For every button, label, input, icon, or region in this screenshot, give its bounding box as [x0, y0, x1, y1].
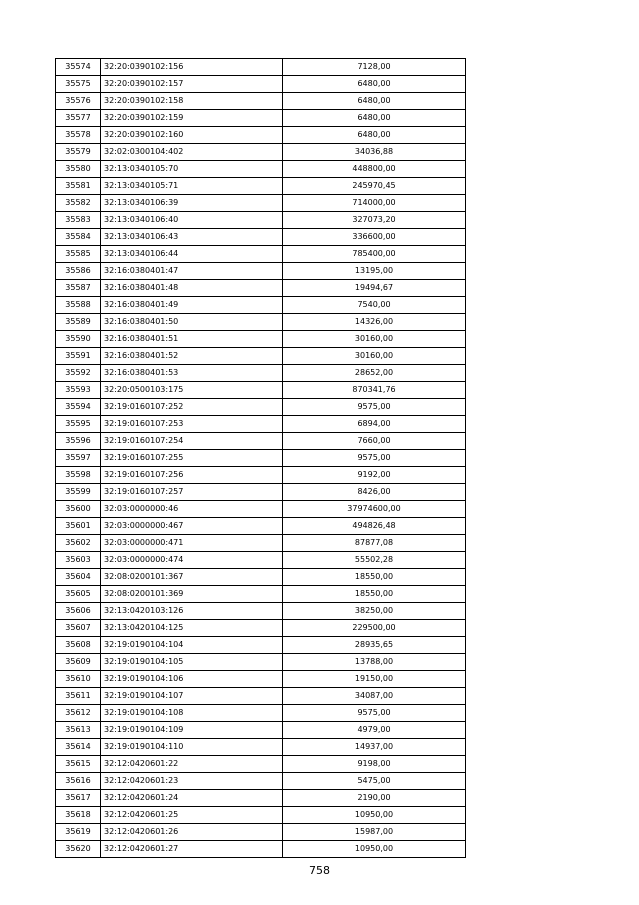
value-cell: 28652,00: [283, 365, 466, 382]
value-cell: 10950,00: [283, 807, 466, 824]
row-number-cell: 35613: [56, 722, 101, 739]
cadastral-number-cell: 32:19:0160107:257: [101, 484, 283, 501]
table-row: [56, 348, 466, 365]
row-number-cell: 35611: [56, 688, 101, 705]
cadastral-number-cell: 32:13:0340106:39: [101, 195, 283, 212]
table-row: [56, 535, 466, 552]
cadastral-number-cell: 32:13:0340105:70: [101, 161, 283, 178]
cadastral-number-cell: 32:13:0340106:40: [101, 212, 283, 229]
table-row: [56, 654, 466, 671]
cadastral-number-cell: 32:19:0160107:252: [101, 399, 283, 416]
row-number-cell: 35589: [56, 314, 101, 331]
row-number-cell: 35577: [56, 110, 101, 127]
table-row: [56, 59, 466, 76]
value-cell: 34036,88: [283, 144, 466, 161]
cadastral-number-cell: 32:12:0420601:26: [101, 824, 283, 841]
cadastral-number-cell: 32:16:0380401:47: [101, 263, 283, 280]
value-cell: 6480,00: [283, 110, 466, 127]
row-number-cell: 35597: [56, 450, 101, 467]
row-number-cell: 35578: [56, 127, 101, 144]
table-row: [56, 246, 466, 263]
cadastral-number-cell: 32:16:0380401:48: [101, 280, 283, 297]
value-cell: 34087,00: [283, 688, 466, 705]
table-row: [56, 705, 466, 722]
table-row: [56, 501, 466, 518]
row-number-cell: 35588: [56, 297, 101, 314]
cadastral-number-cell: 32:02:0300104:402: [101, 144, 283, 161]
row-number-cell: 35595: [56, 416, 101, 433]
row-number-cell: 35591: [56, 348, 101, 365]
row-number-cell: 35607: [56, 620, 101, 637]
cadastral-number-cell: 32:12:0420601:27: [101, 841, 283, 858]
row-number-cell: 35590: [56, 331, 101, 348]
row-number-cell: 35579: [56, 144, 101, 161]
table-row: [56, 263, 466, 280]
cadastral-number-cell: 32:03:0000000:467: [101, 518, 283, 535]
table-body: [56, 59, 466, 858]
row-number-cell: 35602: [56, 535, 101, 552]
value-cell: 18550,00: [283, 569, 466, 586]
cadastral-number-cell: 32:19:0190104:110: [101, 739, 283, 756]
table-row: [56, 365, 466, 382]
table-row: [56, 93, 466, 110]
table-row: [56, 569, 466, 586]
cadastral-number-cell: 32:03:0000000:474: [101, 552, 283, 569]
table-row: [56, 399, 466, 416]
cadastral-number-cell: 32:13:0420104:125: [101, 620, 283, 637]
value-cell: 55502,28: [283, 552, 466, 569]
row-number-cell: 35586: [56, 263, 101, 280]
table-row: [56, 229, 466, 246]
value-cell: 245970,45: [283, 178, 466, 195]
table-row: [56, 331, 466, 348]
cadastral-number-cell: 32:12:0420601:25: [101, 807, 283, 824]
cadastral-number-cell: 32:03:0000000:471: [101, 535, 283, 552]
cadastral-number-cell: 32:19:0190104:105: [101, 654, 283, 671]
cadastral-number-cell: 32:20:0390102:158: [101, 93, 283, 110]
value-cell: 6480,00: [283, 127, 466, 144]
value-cell: 6480,00: [283, 93, 466, 110]
cadastral-number-cell: 32:16:0380401:49: [101, 297, 283, 314]
value-cell: 38250,00: [283, 603, 466, 620]
cadastral-number-cell: 32:19:0190104:106: [101, 671, 283, 688]
row-number-cell: 35606: [56, 603, 101, 620]
table-row: [56, 314, 466, 331]
row-number-cell: 35598: [56, 467, 101, 484]
row-number-cell: 35576: [56, 93, 101, 110]
table-row: [56, 688, 466, 705]
value-cell: 6480,00: [283, 76, 466, 93]
value-cell: 13788,00: [283, 654, 466, 671]
row-number-cell: 35603: [56, 552, 101, 569]
value-cell: 15987,00: [283, 824, 466, 841]
value-cell: 30160,00: [283, 331, 466, 348]
row-number-cell: 35596: [56, 433, 101, 450]
table-row: [56, 195, 466, 212]
row-number-cell: 35599: [56, 484, 101, 501]
cadastral-value-table: [55, 58, 466, 858]
table-row: [56, 586, 466, 603]
cadastral-number-cell: 32:13:0420103:126: [101, 603, 283, 620]
table-row: [56, 161, 466, 178]
value-cell: 9575,00: [283, 450, 466, 467]
table-row: [56, 110, 466, 127]
row-number-cell: 35616: [56, 773, 101, 790]
table-row: [56, 722, 466, 739]
value-cell: 28935,65: [283, 637, 466, 654]
row-number-cell: 35610: [56, 671, 101, 688]
row-number-cell: 35584: [56, 229, 101, 246]
page-number: 758: [309, 864, 330, 877]
row-number-cell: 35600: [56, 501, 101, 518]
cadastral-number-cell: 32:19:0160107:256: [101, 467, 283, 484]
value-cell: 9575,00: [283, 399, 466, 416]
cadastral-number-cell: 32:19:0160107:253: [101, 416, 283, 433]
value-cell: 785400,00: [283, 246, 466, 263]
table-row: [56, 552, 466, 569]
cadastral-number-cell: 32:16:0380401:53: [101, 365, 283, 382]
value-cell: 9192,00: [283, 467, 466, 484]
value-cell: 4979,00: [283, 722, 466, 739]
cadastral-number-cell: 32:19:0190104:104: [101, 637, 283, 654]
table-row: [56, 297, 466, 314]
table-row: [56, 637, 466, 654]
table-row: [56, 212, 466, 229]
value-cell: 870341,76: [283, 382, 466, 399]
value-cell: 37974600,00: [283, 501, 466, 518]
table-row: [56, 178, 466, 195]
value-cell: 14937,00: [283, 739, 466, 756]
table-row: [56, 467, 466, 484]
value-cell: 494826,48: [283, 518, 466, 535]
table-row: [56, 518, 466, 535]
table-row: [56, 484, 466, 501]
value-cell: 2190,00: [283, 790, 466, 807]
table-row: [56, 756, 466, 773]
value-cell: 30160,00: [283, 348, 466, 365]
table-row: [56, 620, 466, 637]
value-cell: 229500,00: [283, 620, 466, 637]
cadastral-number-cell: 32:20:0390102:159: [101, 110, 283, 127]
cadastral-number-cell: 32:12:0420601:22: [101, 756, 283, 773]
cadastral-number-cell: 32:16:0380401:51: [101, 331, 283, 348]
table-row: [56, 144, 466, 161]
value-cell: 10950,00: [283, 841, 466, 858]
cadastral-number-cell: 32:20:0390102:160: [101, 127, 283, 144]
value-cell: 9575,00: [283, 705, 466, 722]
cadastral-number-cell: 32:19:0190104:108: [101, 705, 283, 722]
table-row: [56, 450, 466, 467]
value-cell: 19494,67: [283, 280, 466, 297]
row-number-cell: 35612: [56, 705, 101, 722]
table-row: [56, 739, 466, 756]
row-number-cell: 35582: [56, 195, 101, 212]
row-number-cell: 35618: [56, 807, 101, 824]
value-cell: 5475,00: [283, 773, 466, 790]
table-row: [56, 841, 466, 858]
table-row: [56, 824, 466, 841]
cadastral-number-cell: 32:13:0340106:43: [101, 229, 283, 246]
table-row: [56, 603, 466, 620]
row-number-cell: 35583: [56, 212, 101, 229]
value-cell: 714000,00: [283, 195, 466, 212]
cadastral-number-cell: 32:19:0190104:107: [101, 688, 283, 705]
row-number-cell: 35609: [56, 654, 101, 671]
row-number-cell: 35594: [56, 399, 101, 416]
table-row: [56, 76, 466, 93]
value-cell: 7540,00: [283, 297, 466, 314]
cadastral-number-cell: 32:19:0160107:255: [101, 450, 283, 467]
row-number-cell: 35581: [56, 178, 101, 195]
value-cell: 87877,08: [283, 535, 466, 552]
row-number-cell: 35617: [56, 790, 101, 807]
value-cell: 8426,00: [283, 484, 466, 501]
table-row: [56, 416, 466, 433]
value-cell: 19150,00: [283, 671, 466, 688]
value-cell: 336600,00: [283, 229, 466, 246]
value-cell: 7660,00: [283, 433, 466, 450]
value-cell: 18550,00: [283, 586, 466, 603]
table-row: [56, 773, 466, 790]
cadastral-number-cell: 32:03:0000000:46: [101, 501, 283, 518]
row-number-cell: 35620: [56, 841, 101, 858]
table-row: [56, 671, 466, 688]
table-row: [56, 433, 466, 450]
cadastral-number-cell: 32:08:0200101:367: [101, 569, 283, 586]
cadastral-number-cell: 32:20:0500103:175: [101, 382, 283, 399]
value-cell: 13195,00: [283, 263, 466, 280]
cadastral-number-cell: 32:13:0340105:71: [101, 178, 283, 195]
value-cell: 448800,00: [283, 161, 466, 178]
cadastral-number-cell: 32:12:0420601:23: [101, 773, 283, 790]
row-number-cell: 35614: [56, 739, 101, 756]
cadastral-number-cell: 32:13:0340106:44: [101, 246, 283, 263]
value-cell: 6894,00: [283, 416, 466, 433]
value-cell: 14326,00: [283, 314, 466, 331]
row-number-cell: 35605: [56, 586, 101, 603]
table-row: [56, 382, 466, 399]
cadastral-number-cell: 32:20:0390102:157: [101, 76, 283, 93]
cadastral-number-cell: 32:08:0200101:369: [101, 586, 283, 603]
table-row: [56, 790, 466, 807]
row-number-cell: 35580: [56, 161, 101, 178]
cadastral-number-cell: 32:16:0380401:52: [101, 348, 283, 365]
row-number-cell: 35593: [56, 382, 101, 399]
row-number-cell: 35615: [56, 756, 101, 773]
value-cell: 7128,00: [283, 59, 466, 76]
row-number-cell: 35604: [56, 569, 101, 586]
table-row: [56, 127, 466, 144]
row-number-cell: 35592: [56, 365, 101, 382]
cadastral-number-cell: 32:20:0390102:156: [101, 59, 283, 76]
row-number-cell: 35608: [56, 637, 101, 654]
cadastral-number-cell: 32:12:0420601:24: [101, 790, 283, 807]
row-number-cell: 35587: [56, 280, 101, 297]
row-number-cell: 35585: [56, 246, 101, 263]
value-cell: 9198,00: [283, 756, 466, 773]
cadastral-number-cell: 32:19:0160107:254: [101, 433, 283, 450]
row-number-cell: 35574: [56, 59, 101, 76]
table-row: [56, 280, 466, 297]
row-number-cell: 35619: [56, 824, 101, 841]
row-number-cell: 35575: [56, 76, 101, 93]
cadastral-number-cell: 32:19:0190104:109: [101, 722, 283, 739]
value-cell: 327073,20: [283, 212, 466, 229]
table-row: [56, 807, 466, 824]
row-number-cell: 35601: [56, 518, 101, 535]
cadastral-number-cell: 32:16:0380401:50: [101, 314, 283, 331]
